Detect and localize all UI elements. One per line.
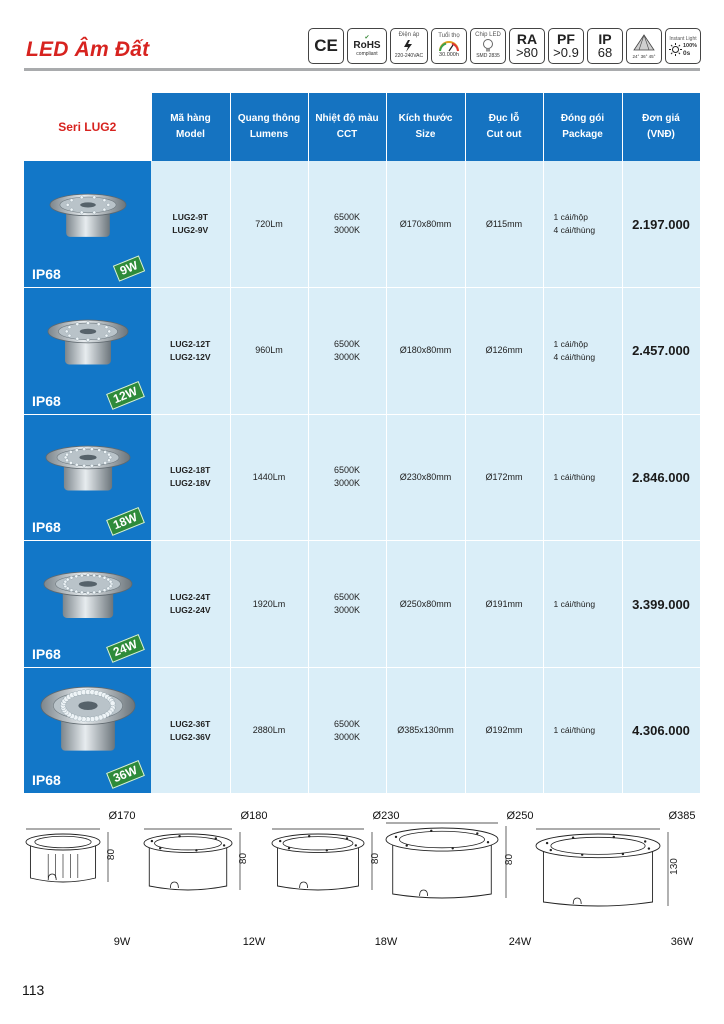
diameter-label: Ø180 xyxy=(240,810,268,822)
diameter-label: Ø385 xyxy=(668,810,696,822)
lumens-cell: 720Lm xyxy=(230,161,308,288)
lifetime-badge: Tuổi thọ 30.000h xyxy=(431,28,467,64)
package-cell: 1 cái/thùng xyxy=(543,667,622,794)
model-cell: LUG2-18T LUG2-18V xyxy=(151,414,230,541)
lightning-icon xyxy=(401,39,417,53)
wattage-label: 9W xyxy=(113,936,131,948)
fixture-outline xyxy=(270,826,386,902)
diameter-label: Ø230 xyxy=(372,810,400,822)
wattage-tag: 12W xyxy=(106,381,145,410)
lamp-image xyxy=(40,684,136,764)
header-cct: Nhiệt độ màu CCT xyxy=(308,93,386,161)
beam-angle-icon xyxy=(631,33,657,53)
dimension-drawing xyxy=(384,810,534,960)
size-cell: Ø180x80mm xyxy=(386,288,465,415)
height-label: 80 xyxy=(106,848,118,861)
price-cell: 2.846.000 xyxy=(622,414,700,541)
lumens-cell: 1440Lm xyxy=(230,414,308,541)
ra-badge: RA >80 xyxy=(509,28,545,64)
beam-angle-badge: 24° 36° 45° xyxy=(626,28,662,64)
price-cell: 3.399.000 xyxy=(622,541,700,668)
cutout-cell: Ø172mm xyxy=(465,414,543,541)
table-header-row xyxy=(24,93,700,161)
header-model: Mã hàng Model xyxy=(151,93,230,161)
lamp-image xyxy=(49,193,127,247)
pf-badge: PF >0.9 xyxy=(548,28,584,64)
table-row xyxy=(24,414,700,541)
model-cell: LUG2-9T LUG2-9V xyxy=(151,161,230,288)
product-image-cell xyxy=(24,667,151,794)
sun-icon xyxy=(669,43,682,56)
height-label: 80 xyxy=(370,852,382,865)
wattage-label: 24W xyxy=(508,936,532,948)
header-size: Kích thước Size xyxy=(386,93,465,161)
fixture-outline xyxy=(534,826,682,918)
model-cell: LUG2-36T LUG2-36V xyxy=(151,667,230,794)
price-cell: 2.457.000 xyxy=(622,288,700,415)
header-lumens: Quang thông Lumens xyxy=(230,93,308,161)
lumens-cell: 960Lm xyxy=(230,288,308,415)
table-row xyxy=(24,667,700,794)
cutout-cell: Ø191mm xyxy=(465,541,543,668)
diameter-label: Ø170 xyxy=(108,810,136,822)
height-label: 80 xyxy=(504,853,516,866)
fixture-outline xyxy=(384,820,520,910)
price-cell: 2.197.000 xyxy=(622,161,700,288)
cutout-cell: Ø192mm xyxy=(465,667,543,794)
gauge-icon xyxy=(438,40,460,52)
bulb-icon xyxy=(482,39,494,53)
series-label: Seri LUG2 xyxy=(24,93,151,161)
package-cell: 1 cái/thùng xyxy=(543,541,622,668)
dimension-drawing xyxy=(142,810,268,960)
header-price: Đơn giá (VNĐ) xyxy=(622,93,700,161)
wattage-tag: 24W xyxy=(106,634,145,663)
header-package: Đóng gói Package xyxy=(543,93,622,161)
dimension-drawing xyxy=(24,810,136,960)
chip-led-badge: Chip LED SMD 2835 xyxy=(470,28,506,64)
table-row xyxy=(24,161,700,288)
wattage-label: 12W xyxy=(242,936,266,948)
ip-rating-label: IP68 xyxy=(32,772,61,789)
ip-rating-label: IP68 xyxy=(32,392,61,409)
model-cell: LUG2-24T LUG2-24V xyxy=(151,541,230,668)
wattage-label: 36W xyxy=(670,936,694,948)
check-icon: ✔ xyxy=(364,35,370,41)
lamp-image xyxy=(43,570,133,628)
ip-rating-label: IP68 xyxy=(32,645,61,662)
cutout-cell: Ø126mm xyxy=(465,288,543,415)
rohs-badge: ✔ RoHS compliant xyxy=(347,28,387,64)
size-cell: Ø170x80mm xyxy=(386,161,465,288)
ip-rating-label: IP68 xyxy=(32,519,61,536)
header-divider xyxy=(24,68,700,71)
package-cell: 1 cái/thùng xyxy=(543,414,622,541)
cct-cell: 6500K 3000K xyxy=(308,288,386,415)
instant-light-badge: Instant Light 100% 0s xyxy=(665,28,701,64)
page-title: LED Âm Đất xyxy=(26,38,150,61)
table-row xyxy=(24,541,700,668)
product-image-cell xyxy=(24,541,151,668)
cct-cell: 6500K 3000K xyxy=(308,414,386,541)
package-cell: 1 cái/hộp 4 cái/thùng xyxy=(543,288,622,415)
certification-badges xyxy=(308,28,701,64)
lamp-image xyxy=(47,318,129,374)
ip-badge: IP 68 xyxy=(587,28,623,64)
price-cell: 4.306.000 xyxy=(622,667,700,794)
dimension-drawings xyxy=(24,810,700,960)
size-cell: Ø250x80mm xyxy=(386,541,465,668)
header-cutout: Đục lỗ Cut out xyxy=(465,93,543,161)
size-cell: Ø385x130mm xyxy=(386,667,465,794)
size-cell: Ø230x80mm xyxy=(386,414,465,541)
wattage-tag: 18W xyxy=(106,507,145,536)
cct-cell: 6500K 3000K xyxy=(308,667,386,794)
cct-cell: 6500K 3000K xyxy=(308,161,386,288)
product-table xyxy=(24,93,701,794)
height-label: 80 xyxy=(238,852,250,865)
lamp-image xyxy=(45,445,131,501)
wattage-tag: 9W xyxy=(113,255,145,281)
page-number: 113 xyxy=(22,982,45,998)
diameter-label: Ø250 xyxy=(506,810,534,822)
voltage-badge: Điện áp 220-240VAC xyxy=(390,28,428,64)
wattage-label: 18W xyxy=(374,936,398,948)
wattage-tag: 36W xyxy=(106,761,145,790)
height-label: 130 xyxy=(668,858,680,875)
table-row xyxy=(24,288,700,415)
product-image-cell xyxy=(24,161,151,288)
dimension-drawing xyxy=(270,810,400,960)
dimension-drawing xyxy=(534,810,696,960)
product-image-cell xyxy=(24,414,151,541)
model-cell: LUG2-12T LUG2-12V xyxy=(151,288,230,415)
ce-badge: CE xyxy=(308,28,344,64)
lumens-cell: 2880Lm xyxy=(230,667,308,794)
cct-cell: 6500K 3000K xyxy=(308,541,386,668)
cutout-cell: Ø115mm xyxy=(465,161,543,288)
product-image-cell xyxy=(24,288,151,415)
lumens-cell: 1920Lm xyxy=(230,541,308,668)
package-cell: 1 cái/hộp 4 cái/thùng xyxy=(543,161,622,288)
ip-rating-label: IP68 xyxy=(32,266,61,283)
